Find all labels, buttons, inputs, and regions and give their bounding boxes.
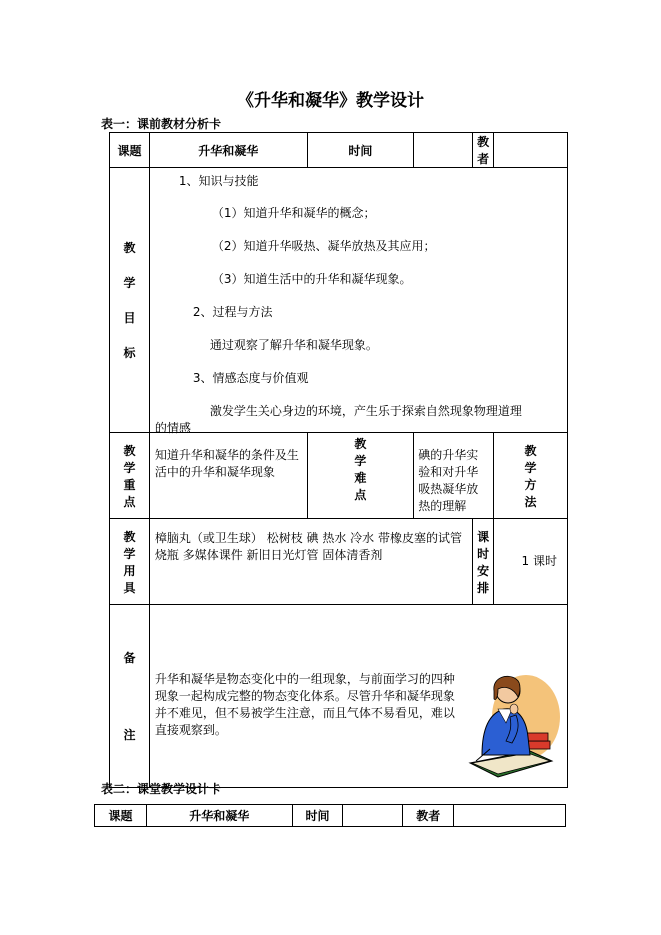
label-char: 教 xyxy=(123,529,136,544)
label-char: 难 xyxy=(354,471,367,485)
table1-label: 表一：课前教材分析卡 xyxy=(101,117,222,131)
label-char: 用 xyxy=(123,563,136,578)
goal-line: 1、知识与技能 xyxy=(178,174,259,188)
topic-label: 课题 xyxy=(95,805,147,827)
time-value xyxy=(343,805,403,827)
difficulties-label xyxy=(307,433,414,519)
tools-text: 樟脑丸（或卫生球） 松树枝 碘 热水 冷水 带橡皮塞的试管 烧瓶 多媒体课件 新旧日光灯管 固体清香剂 xyxy=(149,519,472,605)
teacher-value xyxy=(454,805,566,827)
goals-row xyxy=(110,168,568,433)
label-char: 时 xyxy=(477,546,490,561)
label-char: 教 xyxy=(123,443,136,458)
goals-label-char: 目 xyxy=(123,311,136,325)
notes-content xyxy=(149,605,567,788)
tools-label xyxy=(110,519,150,605)
label-char: 学 xyxy=(524,460,537,475)
label-char: 备 xyxy=(123,651,136,665)
goal-line: （1）知道升华和凝华的概念； xyxy=(211,206,376,220)
table1-header-row xyxy=(110,133,568,168)
goal-line: 通过观察了解升华和凝华现象。 xyxy=(209,338,378,352)
table2-label: 表二：课堂教学设计卡 xyxy=(101,782,222,796)
label-char: 重 xyxy=(123,477,136,492)
topic-label: 课题 xyxy=(110,133,150,168)
tools-row xyxy=(110,519,568,605)
goal-line: （2）知道升华吸热、凝华放热及其应用； xyxy=(211,239,436,253)
classroom-design-table xyxy=(94,804,566,827)
goal-line: （3）知道生活中的升华和凝华现象。 xyxy=(211,272,412,286)
topic-value: 升华和凝华 xyxy=(146,805,292,827)
methods-label xyxy=(494,433,568,519)
key-points-row xyxy=(110,433,568,519)
label-char: 注 xyxy=(123,728,136,742)
label-char: 学 xyxy=(123,460,136,475)
goal-line: 激发学生关心身边的环境，产生乐于探索自然现象物理道理 xyxy=(209,404,522,418)
teacher-label: 教者 xyxy=(403,805,454,827)
goal-line: 3、情感态度与价值观 xyxy=(192,371,309,385)
key-points-text: 知道升华和凝华的条件及生活中的升华和凝华现象 xyxy=(149,433,307,519)
label-char: 学 xyxy=(123,546,136,561)
label-char: 学 xyxy=(354,454,367,468)
notes-row xyxy=(110,605,568,788)
teacher-label: 教者 xyxy=(473,133,494,168)
teacher-thinking-clipart xyxy=(468,671,560,782)
lesson-analysis-table xyxy=(109,132,568,788)
page-title: 《升华和凝华》教学设计 xyxy=(237,91,424,111)
time-label: 时间 xyxy=(292,805,343,827)
label-char: 方 xyxy=(524,477,537,492)
notes-label xyxy=(110,605,150,788)
teacher-value xyxy=(494,133,568,168)
key-points-label xyxy=(110,433,150,519)
label-char: 教 xyxy=(524,443,537,458)
notes-text: 升华和凝华是物态变化中的一组现象，与前面学习的四种现象一起构成完整的物态变化体系。尽管升华和凝华现象并不难见，但不易被学生注意，而且气体不易看见，难以直接观察到。 xyxy=(154,672,455,737)
label-char: 法 xyxy=(524,494,537,509)
goals-label-char: 标 xyxy=(123,346,136,360)
goals-label-char: 教 xyxy=(123,241,136,255)
goal-line: 的情感 xyxy=(154,421,191,435)
goal-line: 2、过程与方法 xyxy=(192,305,273,319)
label-char: 具 xyxy=(123,580,136,595)
goals-label xyxy=(110,168,150,433)
time-value xyxy=(414,133,473,168)
label-char: 点 xyxy=(123,494,136,509)
label-char: 课 xyxy=(477,529,490,544)
time-label: 时间 xyxy=(307,133,414,168)
goals-content xyxy=(149,168,567,433)
label-char: 教 xyxy=(354,437,367,451)
label-char: 安 xyxy=(477,563,490,578)
label-char: 点 xyxy=(354,488,367,502)
topic-value: 升华和凝华 xyxy=(149,133,307,168)
schedule-label xyxy=(473,519,494,605)
label-char: 排 xyxy=(477,580,490,595)
table2-header-row xyxy=(95,805,566,827)
schedule-text: 1 课时 xyxy=(494,519,568,605)
difficulties-text: 碘的升华实验和对升华吸热凝华放热的理解 xyxy=(414,433,494,519)
goals-label-char: 学 xyxy=(123,276,136,290)
